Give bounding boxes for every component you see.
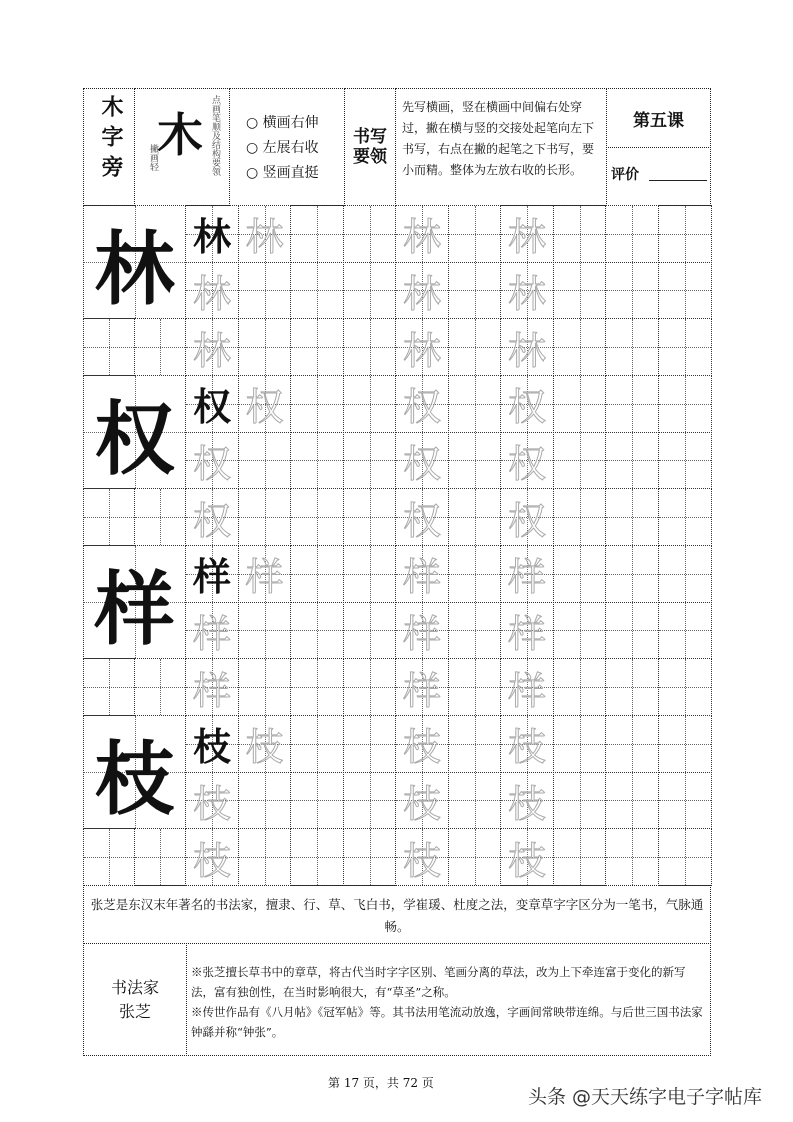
guide-line	[449, 687, 500, 688]
practice-cell[interactable]	[238, 318, 291, 376]
practice-cell[interactable]	[448, 828, 501, 886]
practice-cell[interactable]	[395, 602, 449, 660]
guide-line	[239, 857, 290, 858]
trace-char: 样	[402, 555, 441, 600]
trace-char: 林	[507, 271, 546, 316]
guide-line	[554, 290, 605, 291]
trace-char: 样	[192, 611, 231, 656]
practice-cell[interactable]	[290, 715, 344, 773]
practice-cell[interactable]	[290, 375, 344, 433]
practice-cell[interactable]	[134, 488, 186, 546]
practice-cell[interactable]	[605, 205, 659, 263]
practice-cell[interactable]	[343, 432, 396, 490]
guide-line	[606, 687, 658, 688]
guide-line	[344, 857, 395, 858]
guide-line	[291, 687, 343, 688]
practice-cell[interactable]	[500, 545, 554, 603]
guide-line	[449, 234, 500, 235]
large-char-cell[interactable]	[83, 715, 186, 829]
practice-cell[interactable]	[605, 262, 659, 320]
practice-cell[interactable]	[605, 828, 659, 886]
trace-char: 样	[507, 668, 546, 713]
practice-cell[interactable]	[448, 262, 501, 320]
practice-cell[interactable]	[343, 828, 396, 886]
guide-line	[554, 404, 605, 405]
large-char-cell[interactable]	[83, 375, 186, 489]
tips-label: 书写要领	[353, 127, 387, 167]
guide-line	[606, 574, 658, 575]
practice-cell[interactable]	[290, 772, 344, 830]
guide-line	[606, 857, 658, 858]
large-model-char: 枝	[94, 731, 175, 826]
guide-line	[659, 290, 711, 291]
calligrapher-bio-cell	[186, 943, 711, 1056]
bio-paragraph: ※传世作品有《八月帖》《冠军帖》等。其书法用笔流动放逸，字画间常映带连绵。与后世三国书法家钟繇并称“钟张”。	[191, 1005, 703, 1039]
practice-cell[interactable]	[185, 488, 239, 546]
lesson-cell	[606, 88, 711, 148]
practice-cell[interactable]	[238, 205, 291, 263]
practice-cell[interactable]	[605, 545, 659, 603]
guide-line	[554, 234, 605, 235]
practice-cell[interactable]	[290, 658, 344, 716]
practice-cell[interactable]	[448, 658, 501, 716]
practice-cell[interactable]	[83, 488, 135, 546]
practice-cell[interactable]	[343, 262, 396, 320]
guide-line	[344, 347, 395, 348]
practice-cell[interactable]	[658, 602, 712, 660]
practice-cell[interactable]	[134, 828, 186, 886]
guide-line	[291, 290, 343, 291]
guide-line	[291, 574, 343, 575]
practice-cell[interactable]	[290, 205, 344, 263]
practice-cell[interactable]	[343, 205, 396, 263]
practice-cell[interactable]	[290, 432, 344, 490]
practice-cell[interactable]	[553, 828, 606, 886]
radical-title: 木字旁	[98, 95, 124, 185]
guide-line	[659, 347, 711, 348]
guide-line	[554, 630, 605, 631]
guide-line	[449, 404, 500, 405]
trace-char: 林	[192, 328, 231, 373]
practice-cell[interactable]	[553, 375, 606, 433]
guide-line	[449, 460, 500, 461]
guide-line	[291, 800, 343, 801]
practice-cell[interactable]	[395, 262, 449, 320]
practice-cell[interactable]	[185, 715, 239, 773]
model-char: 权	[192, 384, 231, 430]
practice-cell[interactable]	[83, 828, 135, 886]
trace-char: 权	[192, 441, 231, 486]
practice-cell[interactable]	[290, 318, 344, 376]
practice-cell[interactable]	[395, 545, 449, 603]
guide-line	[344, 744, 395, 745]
calligrapher-label: 书法家	[110, 977, 159, 997]
practice-cell[interactable]	[553, 545, 606, 603]
trace-char: 枝	[402, 838, 441, 883]
practice-cell[interactable]	[448, 375, 501, 433]
practice-cell[interactable]	[605, 602, 659, 660]
practice-cell[interactable]	[605, 772, 659, 830]
trace-char: 样	[507, 555, 546, 600]
guide-line	[449, 744, 500, 745]
practice-cell[interactable]	[185, 205, 239, 263]
practice-cell[interactable]	[343, 375, 396, 433]
trace-char: 枝	[507, 838, 546, 883]
practice-cell[interactable]	[448, 715, 501, 773]
guide-line	[606, 460, 658, 461]
practice-cell[interactable]	[343, 715, 396, 773]
guide-line	[449, 290, 500, 291]
practice-cell[interactable]	[185, 772, 239, 830]
practice-cell[interactable]	[238, 772, 291, 830]
practice-cell[interactable]	[605, 715, 659, 773]
practice-cell[interactable]	[658, 658, 712, 716]
practice-cell[interactable]	[185, 318, 239, 376]
radical-title-cell	[83, 88, 135, 206]
practice-cell[interactable]	[658, 772, 712, 830]
guide-line	[344, 517, 395, 518]
guide-line	[449, 800, 500, 801]
practice-cell[interactable]	[500, 488, 554, 546]
trace-char: 林	[507, 328, 546, 373]
practice-cell[interactable]	[500, 432, 554, 490]
guide-line	[554, 687, 605, 688]
practice-cell[interactable]	[343, 545, 396, 603]
guide-line	[84, 517, 134, 518]
trace-char: 权	[402, 441, 441, 486]
radical-note-left: 撇画轻	[148, 144, 158, 171]
practice-cell[interactable]	[238, 602, 291, 660]
guide-line	[84, 857, 134, 858]
guide-line	[449, 574, 500, 575]
practice-cell[interactable]	[605, 658, 659, 716]
guide-line	[135, 517, 185, 518]
model-char: 林	[192, 214, 231, 260]
practice-cell[interactable]	[500, 715, 554, 773]
trace-char: 权	[245, 385, 284, 430]
guide-line	[84, 347, 134, 348]
guide-line	[554, 460, 605, 461]
guide-line	[659, 800, 711, 801]
trace-char: 样	[192, 668, 231, 713]
practice-cell[interactable]	[658, 205, 712, 263]
practice-cell[interactable]	[185, 432, 239, 490]
trace-char: 枝	[245, 725, 284, 770]
practice-cell[interactable]	[238, 715, 291, 773]
practice-cell[interactable]	[500, 375, 554, 433]
calligrapher-label-cell	[83, 943, 187, 1056]
guide-line	[554, 517, 605, 518]
trace-char: 权	[507, 385, 546, 430]
guide-line	[344, 630, 395, 631]
guide-line	[449, 347, 500, 348]
guide-line	[344, 460, 395, 461]
large-model-char: 林	[94, 221, 175, 316]
trace-char: 样	[402, 668, 441, 713]
intro-cell	[83, 885, 711, 944]
tip: ○ 竖画直挺	[246, 165, 319, 181]
practice-cell[interactable]	[448, 772, 501, 830]
guide-line	[659, 744, 711, 745]
guide-line	[239, 517, 290, 518]
practice-cell[interactable]	[185, 828, 239, 886]
practice-cell[interactable]	[448, 432, 501, 490]
practice-cell[interactable]	[343, 602, 396, 660]
guide-line	[135, 687, 185, 688]
trace-char: 林	[402, 271, 441, 316]
practice-cell[interactable]	[500, 262, 554, 320]
practice-cell[interactable]	[290, 262, 344, 320]
practice-cell[interactable]	[658, 488, 712, 546]
trace-char: 样	[507, 611, 546, 656]
practice-cell[interactable]	[238, 375, 291, 433]
guide-line	[291, 517, 343, 518]
trace-char: 权	[192, 498, 231, 543]
guide-line	[606, 517, 658, 518]
guide-line	[606, 234, 658, 235]
tip: ○ 左展右收	[246, 140, 319, 156]
practice-cell[interactable]	[605, 318, 659, 376]
practice-cell[interactable]	[500, 658, 554, 716]
guide-line	[554, 574, 605, 575]
watermark: 头条 @天天练字电子字帖库	[528, 1086, 763, 1108]
rating-cell	[606, 147, 711, 206]
practice-cell[interactable]	[500, 205, 554, 263]
guide-line	[239, 630, 290, 631]
practice-cell[interactable]	[185, 658, 239, 716]
practice-cell[interactable]	[448, 488, 501, 546]
guide-line	[449, 857, 500, 858]
rating-field[interactable]	[649, 180, 707, 181]
guide-line	[659, 857, 711, 858]
practice-cell[interactable]	[290, 602, 344, 660]
guide-line	[659, 574, 711, 575]
trace-char: 林	[507, 215, 546, 260]
trace-char: 枝	[507, 781, 546, 826]
practice-cell[interactable]	[134, 658, 186, 716]
practice-cell[interactable]	[500, 602, 554, 660]
tip: ○ 横画右伸	[246, 115, 319, 131]
guide-line	[291, 460, 343, 461]
guide-line	[291, 347, 343, 348]
guide-line	[659, 517, 711, 518]
trace-char: 林	[402, 215, 441, 260]
practice-cell[interactable]	[500, 828, 554, 886]
large-char-cell[interactable]	[83, 205, 186, 319]
practice-cell[interactable]	[290, 488, 344, 546]
guide-line	[659, 460, 711, 461]
guide-line	[239, 460, 290, 461]
practice-cell[interactable]	[395, 205, 449, 263]
trace-char: 枝	[402, 725, 441, 770]
practice-cell[interactable]	[395, 715, 449, 773]
trace-char: 权	[402, 498, 441, 543]
practice-cell[interactable]	[553, 432, 606, 490]
guide-line	[239, 347, 290, 348]
guide-line	[554, 857, 605, 858]
model-char: 样	[192, 554, 231, 600]
lesson-title: 第五课	[633, 110, 684, 131]
practice-cell[interactable]	[343, 318, 396, 376]
guide-line	[659, 234, 711, 235]
description: 先写横画，竖在横画中间偏右处穿过，撇在横与竖的交接处起笔向左下书写，右点在撇的起笔之下书写，要小而精。整体为左放右收的长形。	[402, 100, 595, 177]
practice-cell[interactable]	[395, 318, 449, 376]
practice-cell[interactable]	[605, 488, 659, 546]
trace-char: 枝	[192, 781, 231, 826]
practice-cell[interactable]	[238, 262, 291, 320]
practice-cell[interactable]	[343, 772, 396, 830]
practice-cell[interactable]	[238, 488, 291, 546]
guide-line	[135, 347, 185, 348]
guide-line	[606, 800, 658, 801]
guide-line	[135, 857, 185, 858]
radical-illustration-cell	[134, 88, 230, 206]
practice-cell[interactable]	[553, 602, 606, 660]
practice-cell[interactable]	[658, 545, 712, 603]
guide-line	[344, 800, 395, 801]
description-cell	[395, 88, 607, 206]
radical-note-right: 点画笔顺及结构要领	[210, 95, 220, 176]
practice-cell[interactable]	[658, 715, 712, 773]
practice-cell[interactable]	[83, 318, 135, 376]
guide-line	[344, 404, 395, 405]
practice-cell[interactable]	[238, 658, 291, 716]
trace-char: 样	[402, 611, 441, 656]
guide-line	[606, 347, 658, 348]
guide-line	[344, 574, 395, 575]
guide-line	[239, 290, 290, 291]
guide-line	[291, 857, 343, 858]
large-model-char: 样	[94, 561, 175, 656]
guide-line	[449, 630, 500, 631]
tips-label-cell	[344, 88, 396, 206]
large-model-char: 权	[94, 391, 175, 486]
practice-cell[interactable]	[185, 262, 239, 320]
guide-line	[239, 687, 290, 688]
practice-cell[interactable]	[553, 715, 606, 773]
practice-cell[interactable]	[134, 318, 186, 376]
trace-char: 枝	[192, 838, 231, 883]
practice-cell[interactable]	[658, 318, 712, 376]
page-number: 第 17 页，共 72 页	[328, 1076, 434, 1090]
large-char-cell[interactable]	[83, 545, 186, 659]
practice-cell[interactable]	[553, 205, 606, 263]
practice-cell[interactable]	[395, 828, 449, 886]
guide-line	[291, 630, 343, 631]
guide-line	[291, 404, 343, 405]
practice-cell[interactable]	[395, 432, 449, 490]
practice-cell[interactable]	[553, 262, 606, 320]
trace-char: 林	[245, 215, 284, 260]
trace-char: 枝	[402, 781, 441, 826]
practice-cell[interactable]	[395, 772, 449, 830]
guide-line	[344, 234, 395, 235]
guide-line	[449, 517, 500, 518]
practice-cell[interactable]	[658, 828, 712, 886]
practice-cell[interactable]	[185, 602, 239, 660]
practice-cell[interactable]	[83, 658, 135, 716]
guide-line	[344, 290, 395, 291]
guide-line	[659, 404, 711, 405]
trace-char: 权	[507, 498, 546, 543]
intro-text: 张芝是东汉末年著名的书法家，擅隶、行、草、飞白书，学崔瑗、杜度之法，变章草字字区分为一笔书，气脉通畅。	[90, 897, 704, 934]
tips-cell	[229, 88, 345, 206]
practice-cell[interactable]	[553, 772, 606, 830]
practice-cell[interactable]	[658, 375, 712, 433]
trace-char: 林	[402, 328, 441, 373]
practice-cell[interactable]	[185, 375, 239, 433]
guide-line	[606, 404, 658, 405]
guide-line	[554, 347, 605, 348]
practice-cell[interactable]	[605, 432, 659, 490]
guide-line	[606, 744, 658, 745]
radical-char: 木	[157, 108, 203, 162]
trace-char: 林	[192, 271, 231, 316]
practice-cell[interactable]	[238, 432, 291, 490]
practice-cell[interactable]	[290, 545, 344, 603]
practice-cell[interactable]	[448, 318, 501, 376]
trace-char: 样	[245, 555, 284, 600]
practice-cell[interactable]	[553, 658, 606, 716]
trace-char: 权	[402, 385, 441, 430]
practice-cell[interactable]	[238, 545, 291, 603]
guide-line	[554, 800, 605, 801]
practice-cell[interactable]	[395, 375, 449, 433]
practice-cell[interactable]	[605, 375, 659, 433]
practice-cell[interactable]	[553, 318, 606, 376]
practice-cell[interactable]	[500, 772, 554, 830]
guide-line	[84, 687, 134, 688]
trace-char: 枝	[507, 725, 546, 770]
guide-line	[606, 290, 658, 291]
model-char: 枝	[192, 724, 231, 770]
practice-cell[interactable]	[553, 488, 606, 546]
guide-line	[291, 234, 343, 235]
rating-label: 评价	[611, 167, 639, 183]
practice-cell[interactable]	[343, 488, 396, 546]
guide-line	[659, 630, 711, 631]
practice-cell[interactable]	[500, 318, 554, 376]
calligrapher-name: 张芝	[118, 1001, 151, 1021]
practice-cell[interactable]	[448, 602, 501, 660]
practice-cell[interactable]	[658, 432, 712, 490]
practice-cell[interactable]	[448, 545, 501, 603]
guide-line	[344, 687, 395, 688]
practice-cell[interactable]	[185, 545, 239, 603]
practice-cell[interactable]	[290, 828, 344, 886]
bio-paragraph: ※张芝擅长草书中的章草，将古代当时字字区别、笔画分离的草法，改为上下牵连富于变化的新写法，富有独创性，在当时影响很大，有“草圣”之称。	[191, 965, 686, 999]
guide-line	[606, 630, 658, 631]
guide-line	[659, 687, 711, 688]
trace-char: 权	[507, 441, 546, 486]
practice-cell[interactable]	[658, 262, 712, 320]
guide-line	[554, 744, 605, 745]
guide-line	[291, 744, 343, 745]
practice-cell[interactable]	[395, 488, 449, 546]
practice-cell[interactable]	[448, 205, 501, 263]
practice-cell[interactable]	[238, 828, 291, 886]
practice-cell[interactable]	[395, 658, 449, 716]
practice-cell[interactable]	[343, 658, 396, 716]
guide-line	[239, 800, 290, 801]
